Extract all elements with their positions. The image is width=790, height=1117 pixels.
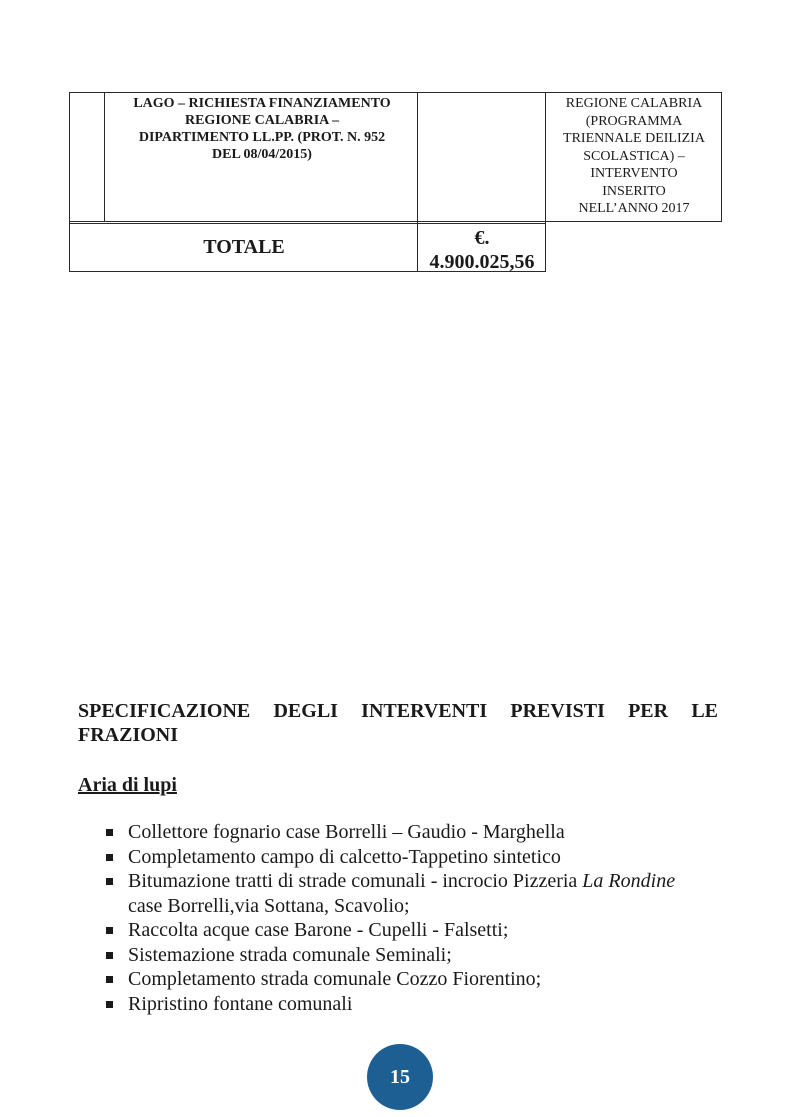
interventions-list <box>104 820 734 1016</box>
list-item: Ripristino fontane comunali <box>104 992 734 1017</box>
total-amount-value: 4.900.025,56 <box>429 251 535 273</box>
source-line: INSERITO <box>602 183 666 199</box>
section-title-continued: FRAZIONI <box>78 724 179 746</box>
square-bullet-icon <box>106 854 113 861</box>
description-line: DIPARTIMENTO LL.PP. (PROT. N. 952 <box>138 130 386 145</box>
list-item: Completamento campo di calcetto-Tappetino sintetico <box>104 845 734 870</box>
square-bullet-icon <box>106 976 113 983</box>
square-bullet-icon <box>106 927 113 934</box>
description-line: REGIONE CALABRIA – <box>184 113 340 128</box>
list-item: Collettore fognario case Borrelli – Gaudio - Marghella <box>104 820 734 845</box>
source-line: TRIENNALE DEILIZIA <box>563 131 705 146</box>
page-number-badge: 15 <box>367 1044 433 1110</box>
table-cell-description <box>108 95 416 163</box>
source-line: (PROGRAMMA <box>585 113 683 129</box>
description-line: LAGO – RICHIESTA FINANZIAMENTO <box>133 96 391 111</box>
total-amount-currency: €. <box>474 227 490 249</box>
square-bullet-icon <box>106 952 113 959</box>
section-title: SPECIFICAZIONE DEGLI INTERVENTI PREVISTI PER LE <box>78 700 718 722</box>
total-amount <box>418 226 546 274</box>
list-item: Completamento strada comunale Cozzo Fiorentino; <box>104 967 734 992</box>
list-item: Sistemazione strada comunale Seminali; <box>104 943 734 968</box>
source-line: NELL’ANNO 2017 <box>578 201 690 216</box>
total-label: TOTALE <box>203 236 285 258</box>
source-line: REGIONE CALABRIA <box>565 96 703 111</box>
list-item: Raccolta acque case Barone - Cupelli - Falsetti; <box>104 918 734 943</box>
square-bullet-icon <box>106 829 113 836</box>
subheading-aria-di-lupi: Aria di lupi <box>78 774 177 796</box>
square-bullet-icon <box>106 1001 113 1008</box>
source-line: SCOLASTICA) – <box>583 148 685 164</box>
square-bullet-icon <box>106 878 113 885</box>
table-cell-source <box>546 95 722 218</box>
description-line: DEL 08/04/2015) <box>212 147 312 162</box>
list-item: Bitumazione tratti di strade comunali - incrocio Pizzeria La Rondine case Borrelli,via Sottana, Scavolio; <box>104 869 734 918</box>
source-line: INTERVENTO <box>590 166 678 181</box>
